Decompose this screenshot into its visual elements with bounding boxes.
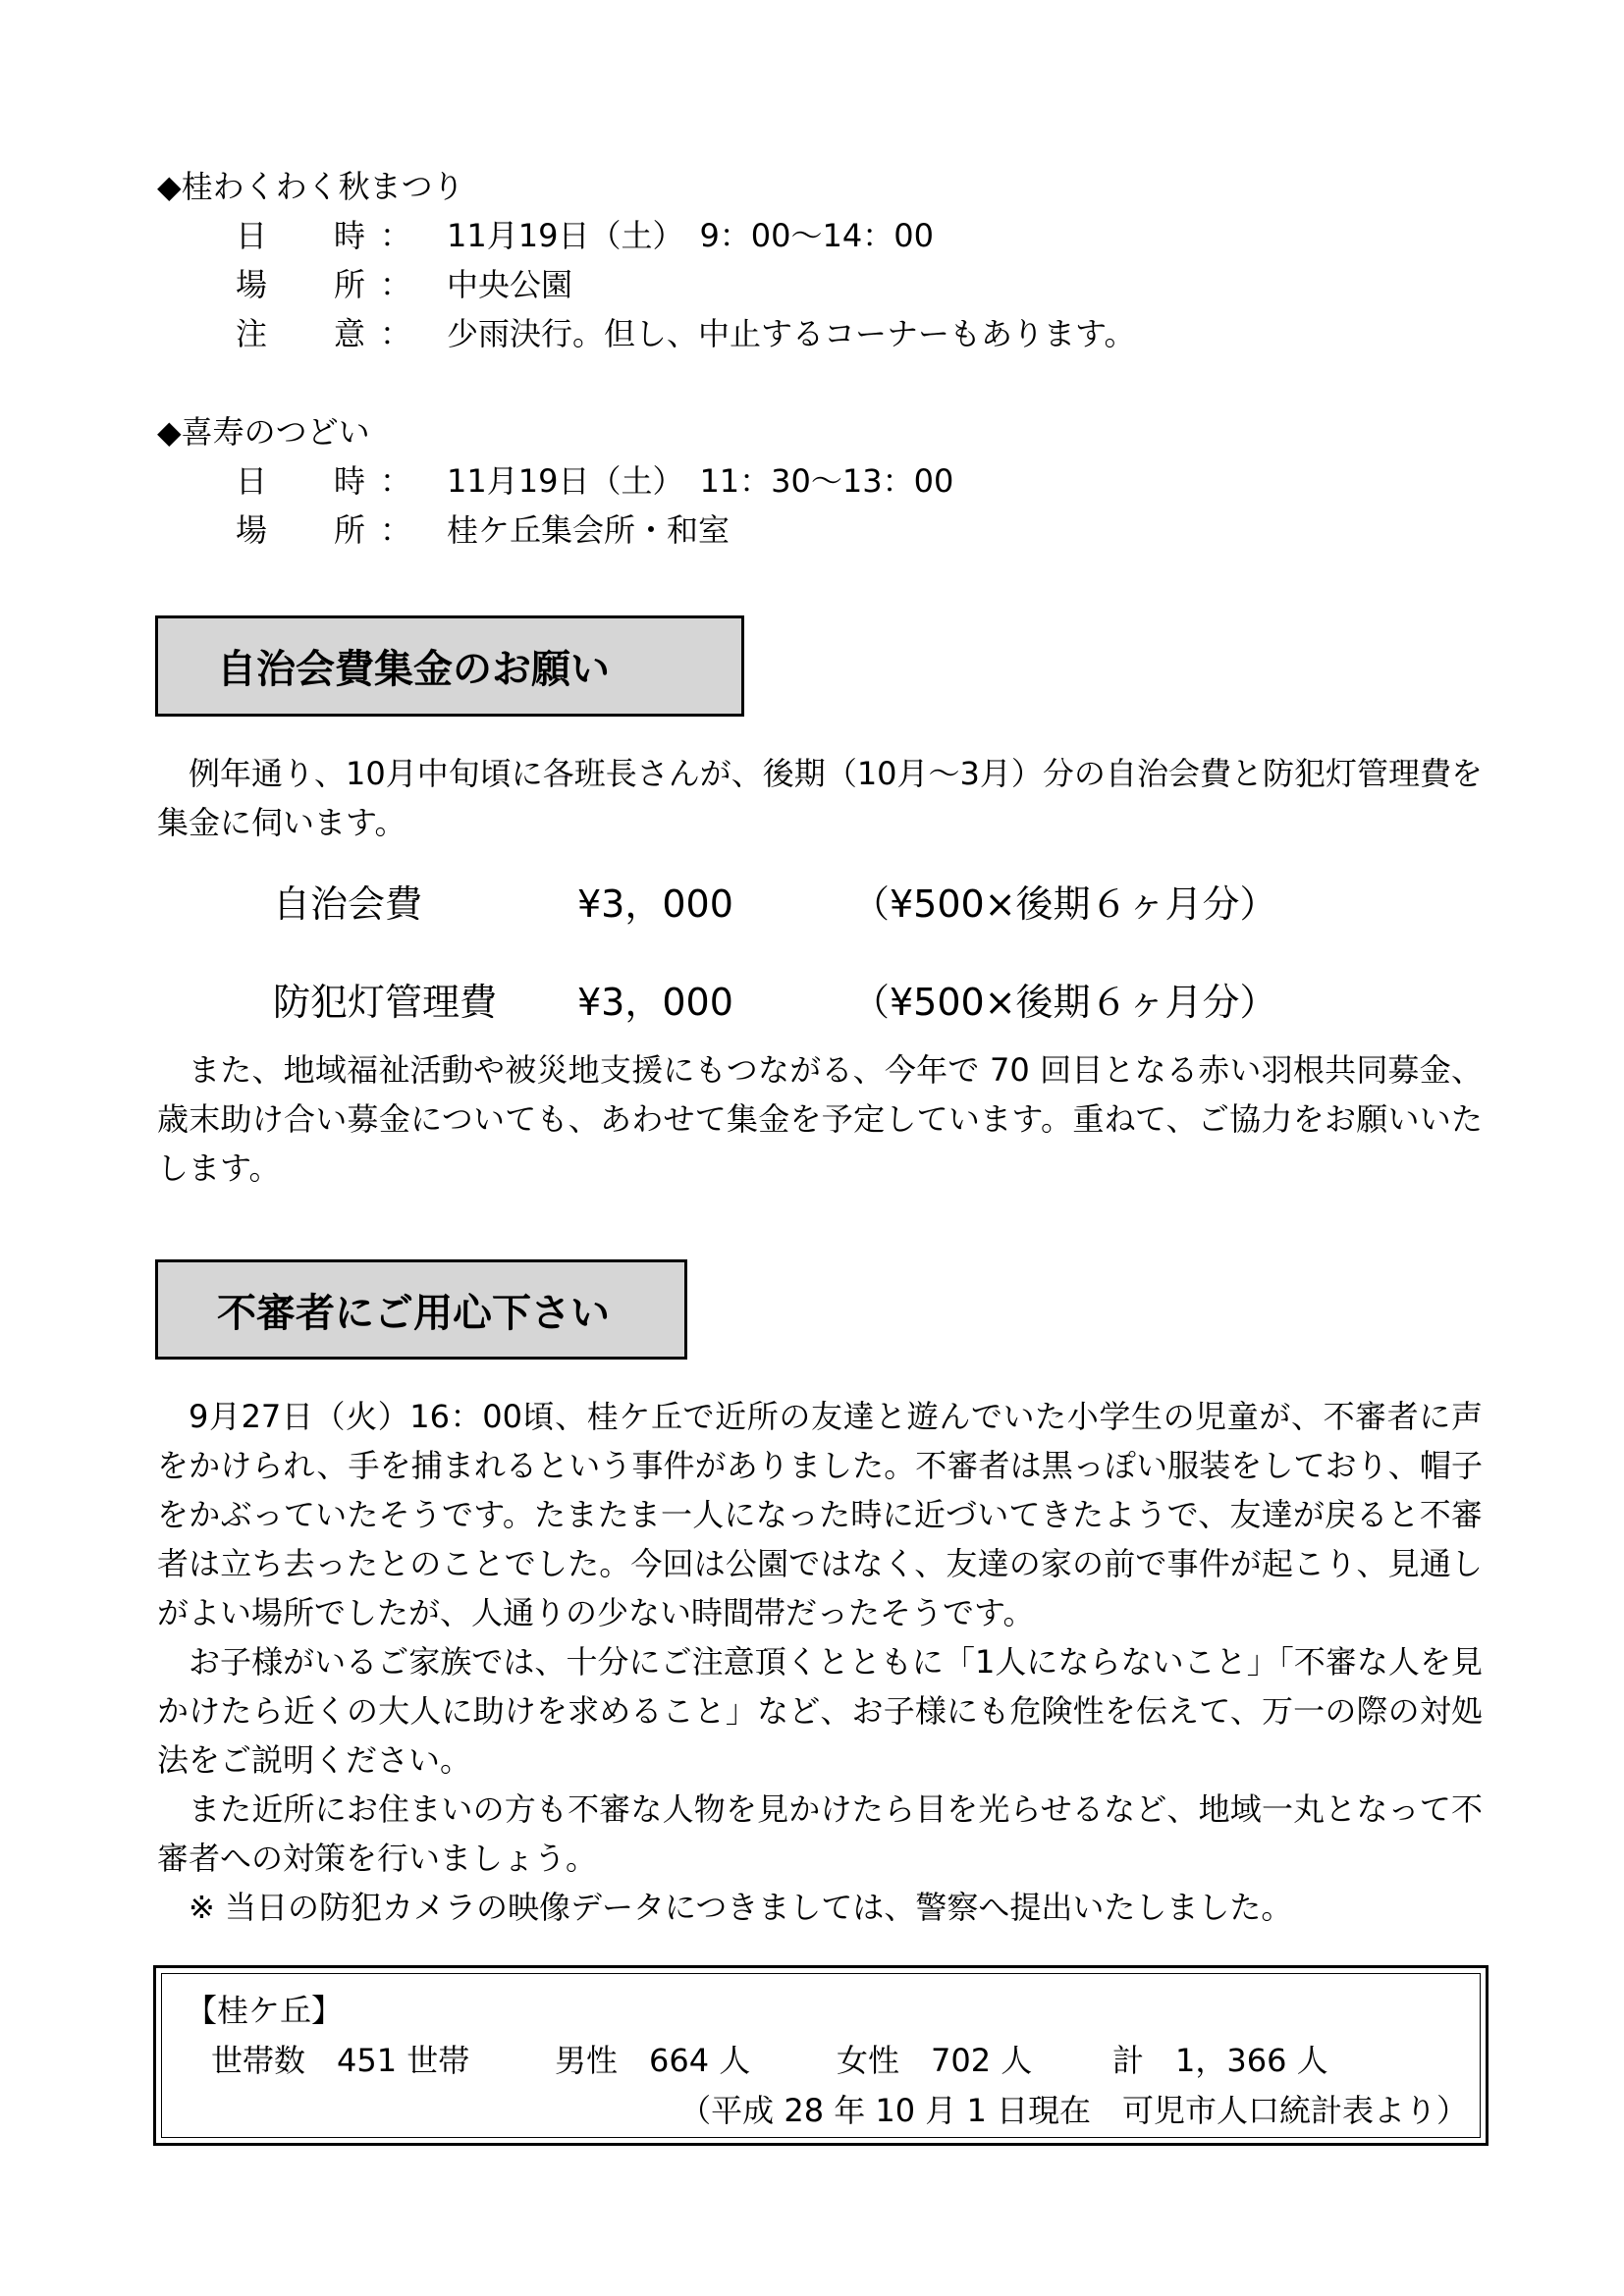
fee-name: 自治会費: [273, 882, 423, 926]
section-title-fee: 自治会費集金のお願い: [155, 615, 744, 717]
paragraph: 9月27日（火）16：00頃、桂ケ丘で近所の友達と遊んでいた小学生の児童が、不審者に声をかけられ、手を捕まれるという事件がありました。不審者は黒っぽい服装をしており、帽子をかぶっていたそうです。たまたま一人になった時に近づいてきたようで、友達が戻ると不審者は立ち去ったとのことでした。今回は公園ではなく、友達の家の前で事件が起こり、見通しがよい場所でしたが、人通りの少ない時間帯だったそうです。: [157, 1398, 1483, 1631]
row-value: 11月19日（土） 9：00～14：00: [447, 217, 934, 254]
event-row: [236, 456, 1218, 500]
row-colon: ：: [380, 315, 412, 352]
row-label-char: 時: [334, 462, 366, 500]
event-title: ◆喜寿のつどい: [157, 413, 370, 451]
fee-amount: ¥3，000: [577, 981, 733, 1024]
stats-male: 男性 664 人: [555, 2042, 751, 2079]
paragraph: 例年通り、10月中旬頃に各班長さんが、後期（10月～3月）分の自治会費と防犯灯管理費を集金に伺います。: [157, 755, 1483, 841]
section-title-suspicious: 不審者にご用心下さい: [155, 1259, 687, 1360]
stats-heading: 【桂ケ丘】: [186, 1992, 344, 2029]
row-colon: ：: [380, 511, 412, 549]
stats-total: 計 1，366 人: [1112, 2042, 1328, 2079]
stats-female: 女性 702 人: [837, 2042, 1033, 2079]
stats-source: （平成 28 年 10 月 1 日現在 可児市人口統計表より）: [679, 2092, 1468, 2129]
fee-intro: [157, 749, 1483, 847]
event-row: [236, 260, 1218, 303]
population-box: [153, 1965, 1489, 2146]
row-label-char: 日: [236, 462, 268, 500]
population-box-inner: [161, 1973, 1481, 2138]
row-value: 11月19日（土） 11：30～13：00: [447, 462, 954, 500]
fee-name: 防犯灯管理費: [273, 981, 498, 1024]
row-value: 少雨決行。但し、中止するコーナーもあります。: [447, 315, 1136, 352]
fee-row: [273, 874, 1402, 926]
row-label-char: 時: [334, 217, 366, 254]
row-colon: ：: [380, 462, 412, 500]
row-value: 桂ケ丘集会所・和室: [447, 511, 731, 549]
paragraph: お子様がいるご家族では、十分にご注意頂くとともに「1人にならないこと」「不審な人を見かけたら近くの大人に助けを求めること」など、お子様にも危険性を伝えて、万一の際の対処法をご説明ください。: [157, 1643, 1483, 1779]
fee-outro: [157, 1045, 1483, 1193]
row-label-char: 所: [334, 511, 366, 549]
row-label-char: 場: [236, 266, 268, 303]
row-label-char: 注: [236, 315, 268, 352]
event-row: [236, 309, 1218, 352]
row-label-char: 所: [334, 266, 366, 303]
row-value: 中央公園: [447, 266, 573, 303]
row-label-char: 場: [236, 511, 268, 549]
fee-detail: （¥500×後期６ヶ月分）: [852, 981, 1277, 1024]
row-colon: ：: [380, 217, 412, 254]
row-colon: ：: [380, 266, 412, 303]
event-row: [236, 211, 1218, 254]
fee-row: [273, 972, 1402, 1024]
row-label-char: 日: [236, 217, 268, 254]
fee-amount: ¥3，000: [577, 882, 733, 926]
paragraph: また、地域福祉活動や被災地支援にもつながる、今年で 70 回目となる赤い羽根共同募金、歳末助け合い募金についても、あわせて集金を予定しています。重ねて、ご協力をお願いいたします。: [157, 1051, 1483, 1187]
paragraph: ※ 当日の防犯カメラの映像データにつきましては、警察へ提出いたしました。: [189, 1889, 1293, 1926]
suspicious-body: [157, 1392, 1483, 1932]
paragraph: また近所にお住まいの方も不審な人物を見かけたら目を光らせるなど、地域一丸となって不審者への対策を行いましょう。: [157, 1790, 1483, 1877]
stats-households: 世帯数 451 世帯: [211, 2042, 470, 2079]
event-title: ◆桂わくわく秋まつり: [157, 168, 464, 205]
event-row: [236, 506, 1218, 549]
row-label-char: 意: [334, 315, 366, 352]
fee-detail: （¥500×後期６ヶ月分）: [852, 882, 1277, 926]
